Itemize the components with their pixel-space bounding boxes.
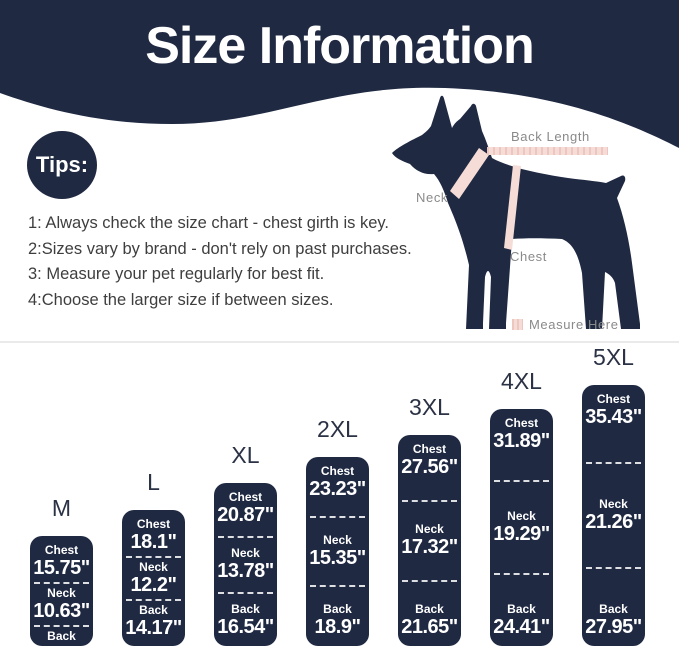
tips-badge: [27, 131, 97, 199]
back-value: 18.9": [314, 616, 361, 638]
back-section: [216, 602, 275, 639]
neck-row-label: Neck: [139, 560, 168, 574]
dashed-divider: [34, 582, 88, 584]
size-name-label: L: [147, 469, 160, 495]
measure-here-label: Measure Here: [529, 317, 619, 332]
chest-section: [492, 416, 551, 453]
back-row-label: Back: [231, 602, 260, 616]
neck-value: 13.78": [217, 560, 274, 582]
neck-section: [308, 533, 367, 570]
neck-value: 10.63": [33, 600, 90, 622]
size-name-label: XL: [231, 442, 260, 468]
dashed-divider: [310, 516, 364, 518]
neck-row-label: Neck: [415, 522, 444, 536]
chest-row-label: Chest: [44, 543, 79, 557]
dashed-divider: [402, 580, 456, 582]
back-value: 14.17": [125, 617, 182, 639]
size-column: [30, 495, 93, 665]
neck-value: 17.32": [401, 536, 458, 558]
neck-row-label: Neck: [47, 586, 76, 600]
dashed-divider: [218, 536, 272, 538]
dashed-divider: [494, 480, 548, 482]
size-name-label: 5XL: [593, 344, 634, 370]
chest-value: 27.56": [401, 456, 458, 478]
chest-section: [32, 543, 91, 580]
neck-section: [400, 522, 459, 559]
page-title: Size Information: [145, 17, 534, 75]
dashed-divider: [218, 592, 272, 594]
tips-list: [28, 211, 412, 313]
chest-value: 15.75": [33, 557, 90, 579]
neck-value: 21.26": [585, 511, 642, 533]
chest-value: 31.89": [493, 430, 550, 452]
size-column: [214, 442, 277, 646]
chest-row-label: Chest: [228, 490, 263, 504]
size-name-label: 3XL: [409, 394, 450, 420]
back-section: [124, 603, 183, 640]
back-section: [492, 602, 551, 639]
size-bar: [398, 435, 461, 646]
size-name-label: 4XL: [501, 368, 542, 394]
back-section: [32, 629, 91, 666]
neck-row-label: Neck: [231, 546, 260, 560]
back-length-label: Back Length: [511, 129, 590, 144]
dashed-divider: [126, 599, 180, 601]
back-value: 16.54": [217, 616, 274, 638]
back-value: 24.41": [493, 616, 550, 638]
chest-section: [400, 442, 459, 479]
neck-value: 19.29": [493, 523, 550, 545]
neck-row-label: Neck: [599, 497, 628, 511]
dashed-divider: [586, 462, 640, 464]
chest-section: [216, 490, 275, 527]
back-row-label: Back: [139, 603, 168, 617]
neck-section: [32, 586, 91, 623]
back-row-label: Back: [599, 602, 628, 616]
size-column: [306, 416, 369, 646]
size-bar: [582, 385, 645, 646]
chest-row-label: Chest: [412, 442, 447, 456]
size-column: [398, 394, 461, 646]
dashed-divider: [310, 585, 364, 587]
tips-badge-label: Tips:: [35, 152, 89, 177]
back-row-label: Back: [47, 629, 76, 643]
chest-row-label: Chest: [504, 416, 539, 430]
neck-section: [216, 546, 275, 583]
dashed-divider: [126, 556, 180, 558]
chest-section: [124, 517, 183, 554]
size-bar: [122, 510, 185, 646]
chest-section: [308, 464, 367, 501]
chest-row-label: Chest: [320, 464, 355, 478]
dashed-divider: [494, 573, 548, 575]
size-name-label: M: [51, 495, 72, 521]
chest-value: 18.1": [130, 531, 177, 553]
back-value: 27.95": [585, 616, 642, 638]
back-section: [400, 602, 459, 639]
back-value: 12.2": [38, 643, 85, 665]
back-row-label: Back: [507, 602, 536, 616]
back-section: [584, 602, 643, 639]
neck-row-label: Neck: [323, 533, 352, 547]
tip-item-2: 2:Sizes vary by brand - don't rely on past purchases.: [28, 239, 412, 258]
size-column: [490, 368, 553, 646]
neck-row-label: Neck: [507, 509, 536, 523]
size-column: [122, 469, 185, 646]
tip-item-4: 4:Choose the larger size if between sizes.: [28, 290, 334, 309]
back-row-label: Back: [415, 602, 444, 616]
tip-item-3: 3: Measure your pet regularly for best fit.: [28, 265, 325, 284]
size-column: [582, 344, 645, 646]
back-section: [308, 602, 367, 639]
measure-here-swatch-icon: [512, 319, 523, 330]
size-name-label: 2XL: [317, 416, 358, 442]
chest-row-label: Chest: [596, 392, 631, 406]
neck-label: Neck: [416, 190, 449, 205]
back-value: 21.65": [401, 616, 458, 638]
size-chart: [30, 344, 645, 665]
back-row-label: Back: [323, 602, 352, 616]
neck-section: [584, 497, 643, 534]
back-length-measure-tape: [487, 147, 608, 155]
neck-section: [124, 560, 183, 597]
dashed-divider: [586, 567, 640, 569]
chest-row-label: Chest: [136, 517, 171, 531]
chest-value: 20.87": [217, 504, 274, 526]
chest-value: 23.23": [309, 478, 366, 500]
dashed-divider: [34, 625, 88, 627]
size-bar: [30, 536, 93, 665]
dashed-divider: [402, 500, 456, 502]
size-bar: [306, 457, 369, 646]
size-bar: [490, 409, 553, 646]
chest-value: 35.43": [585, 406, 642, 428]
neck-value: 15.35": [309, 547, 366, 569]
chest-section: [584, 392, 643, 429]
neck-section: [492, 509, 551, 546]
tip-item-1: 1: Always check the size chart - chest girth is key.: [28, 214, 390, 232]
neck-value: 12.2": [130, 574, 177, 596]
size-bar: [214, 483, 277, 646]
chest-label: Chest: [510, 249, 547, 264]
